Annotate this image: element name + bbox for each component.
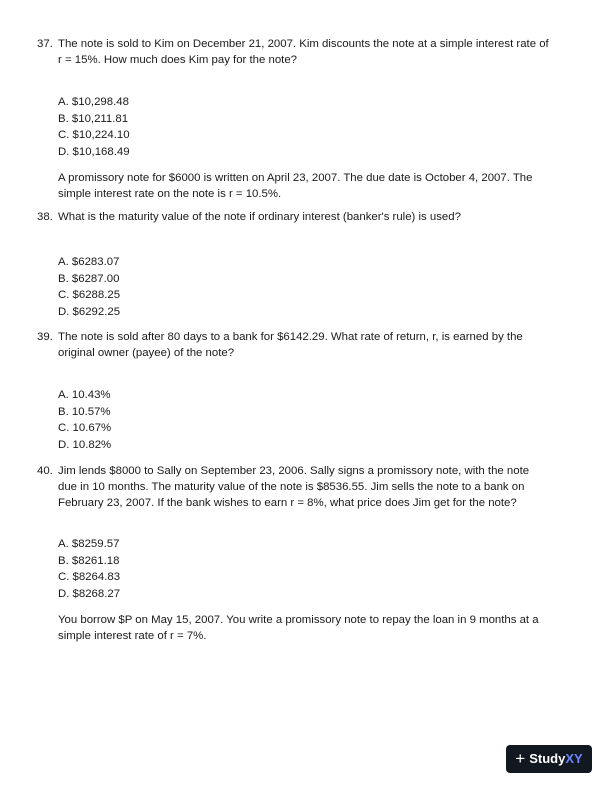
answer-option: D. $10,168.49	[58, 145, 130, 158]
answer-option: C. 10.67%	[58, 422, 112, 434]
question-text-line: Jim lends $8000 to Sally on September 23, 2006. Sally signs a promissory note, with the note	[58, 465, 530, 477]
logo-text: StudyXY	[529, 751, 583, 766]
question-number: 37.	[37, 38, 53, 50]
answer-options-37	[58, 94, 130, 160]
answer-option: D. 10.82%	[58, 438, 112, 451]
question-number: 38.	[37, 211, 53, 223]
question-text-line: original owner (payee) of the note?	[58, 347, 235, 359]
answer-options-40	[58, 536, 120, 602]
question-text-line: due in 10 months. The maturity value of the note is $8536.55. Jim sells the note to a bank on	[58, 481, 525, 493]
answer-option: C. $6288.25	[58, 289, 121, 301]
answer-option: B. $8261.18	[58, 554, 120, 567]
answer-options-39	[58, 387, 111, 453]
answer-option: A. 10.43%	[58, 389, 111, 401]
question-text-line: What is the maturity value of the note if ordinary interest (banker's rule) is used?	[58, 211, 461, 223]
answer-option: D. $8268.27	[58, 587, 121, 600]
context-paragraph	[58, 612, 578, 644]
question-text-line: The note is sold to Kim on December 21, 2007. Kim discounts the note at a simple interest rate of	[58, 38, 549, 50]
question-text-line: The note is sold after 80 days to a bank for $6142.29. What rate of return, r, is earned by the	[58, 331, 523, 343]
studyxy-logo	[506, 745, 592, 773]
paragraph-line: simple interest rate of r = 7%.	[58, 630, 207, 642]
answer-option: D. $6292.25	[58, 305, 121, 318]
question-text-line: r = 15%. How much does Kim pay for the note?	[58, 54, 298, 66]
question-text-line: February 23, 2007. If the bank wishes to earn r = 8%, what price does Jim get for the note?	[58, 497, 517, 509]
paragraph-line: You borrow $P on May 15, 2007. You write a promissory note to repay the loan in 9 months at a	[58, 614, 539, 626]
answer-option: A. $10,298.48	[58, 96, 129, 108]
context-paragraph	[58, 170, 578, 202]
answer-option: B. $6287.00	[58, 272, 120, 285]
question-number: 40.	[37, 465, 53, 477]
paragraph-line: simple interest rate on the note is r = 10.5%.	[58, 188, 282, 200]
question-40	[37, 463, 577, 511]
answer-option: A. $8259.57	[58, 538, 120, 550]
answer-option: B. $10,211.81	[58, 112, 129, 125]
answer-option: B. 10.57%	[58, 405, 111, 418]
question-39	[37, 329, 577, 361]
paragraph-line: A promissory note for $6000 is written on April 23, 2007. The due date is October 4, 2007. The	[58, 172, 533, 184]
question-number: 39.	[37, 331, 53, 343]
answer-options-38	[58, 254, 120, 320]
question-38	[37, 209, 577, 225]
answer-option: C. $8264.83	[58, 571, 121, 583]
answer-option: C. $10,224.10	[58, 129, 130, 141]
answer-option: A. $6283.07	[58, 256, 120, 268]
plus-icon: +	[515, 749, 526, 768]
question-37	[37, 36, 577, 68]
